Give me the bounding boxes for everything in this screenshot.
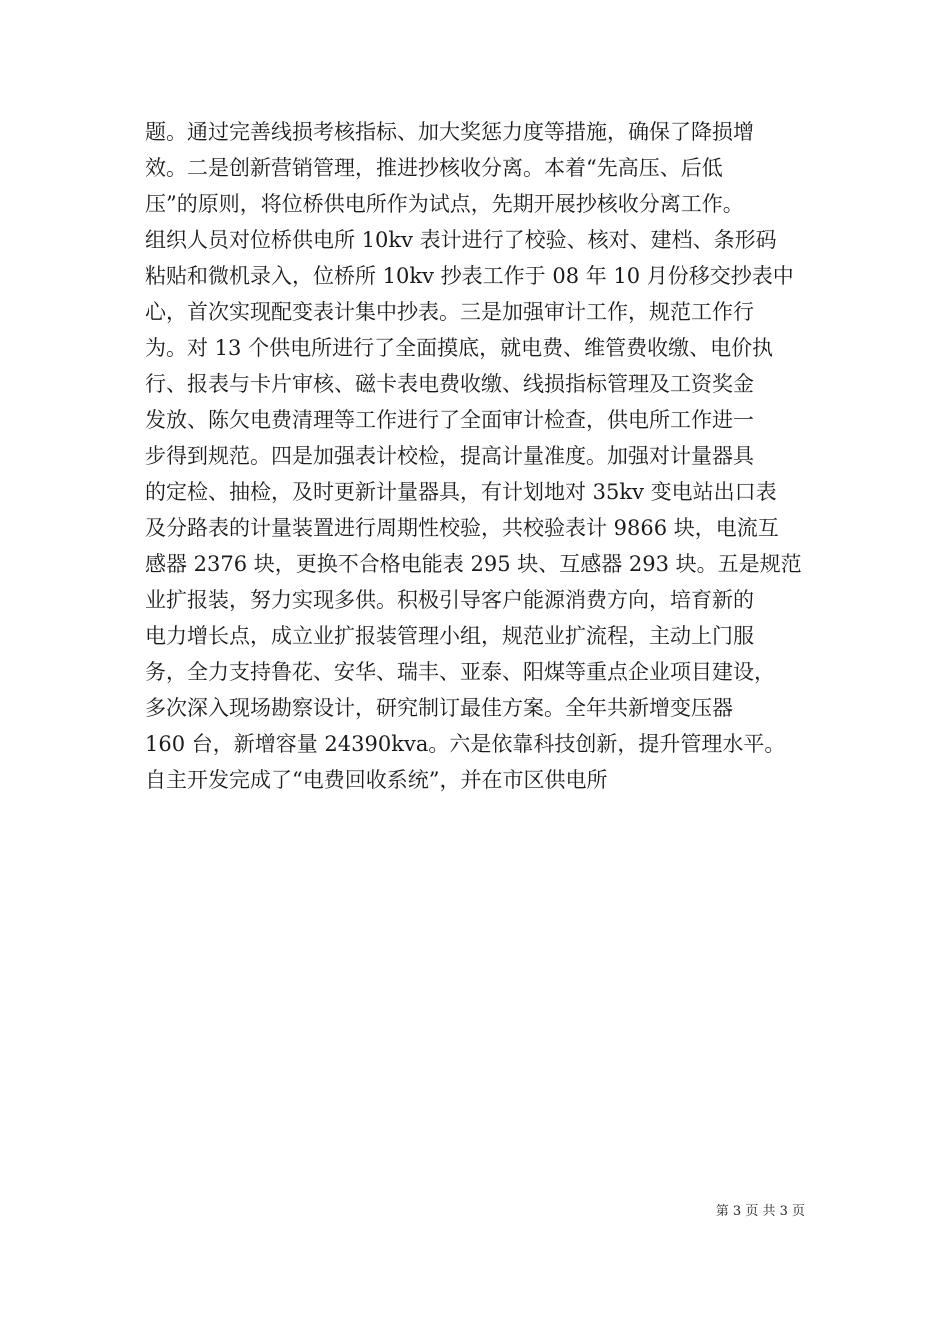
text-line: 效。二是创新营销管理，推进抄核收分离。本着“先高压、后低 [145, 156, 723, 180]
text-line: 业扩报装，努力实现多供。积极引导客户能源消费方向，培育新的 [145, 588, 754, 612]
text-line: 发放、陈欠电费清理等工作进行了全面审计检查，供电所工作进一 [145, 408, 754, 432]
text-line: 务，全力支持鲁花、安华、瑞丰、亚泰、阳煤等重点企业项目建设， [145, 660, 775, 684]
text-line: 电力增长点，成立业扩报装管理小组，规范业扩流程，主动上门服 [145, 624, 754, 648]
text-line: 及分路表的计量装置进行周期性校验，共校验表计 9866 块，电流互 [145, 516, 779, 540]
text-line: 160 台，新增容量 24390kva。六是依靠科技创新，提升管理水平。 [145, 732, 786, 756]
body-paragraph [145, 114, 815, 798]
page-number-footer: 第 3 页 共 3 页 [715, 1204, 805, 1219]
text-line: 步得到规范。四是加强表计校检，提高计量准度。加强对计量器具 [145, 444, 754, 468]
text-line: 行、报表与卡片审核、磁卡表电费收缴、线损指标管理及工资奖金 [145, 372, 754, 396]
text-line: 的定检、抽检，及时更新计量器具，有计划地对 35kv 变电站出口表 [145, 480, 777, 504]
text-line: 粘贴和微机录入，位桥所 10kv 抄表工作于 08 年 10 月份移交抄表中 [145, 264, 794, 288]
text-line: 多次深入现场勘察设计，研究制订最佳方案。全年共新增变压器 [145, 696, 733, 720]
text-line: 题。通过完善线损考核指标、加大奖惩力度等措施，确保了降损增 [145, 120, 754, 144]
text-line: 心，首次实现配变表计集中抄表。三是加强审计工作，规范工作行 [145, 300, 754, 324]
text-line: 感器 2376 块，更换不合格电能表 295 块、互感器 293 块。五是规范 [145, 552, 802, 576]
text-line: 压”的原则，将位桥供电所作为试点，先期开展抄核收分离工作。 [145, 192, 744, 216]
text-line: 自主开发完成了“电费回收系统”，并在市区供电所 [145, 768, 608, 792]
text-line: 为。对 13 个供电所进行了全面摸底，就电费、维管费收缴、电价执 [145, 336, 774, 360]
text-line: 组织人员对位桥供电所 10kv 表计进行了校验、核对、建档、条形码 [145, 228, 777, 252]
